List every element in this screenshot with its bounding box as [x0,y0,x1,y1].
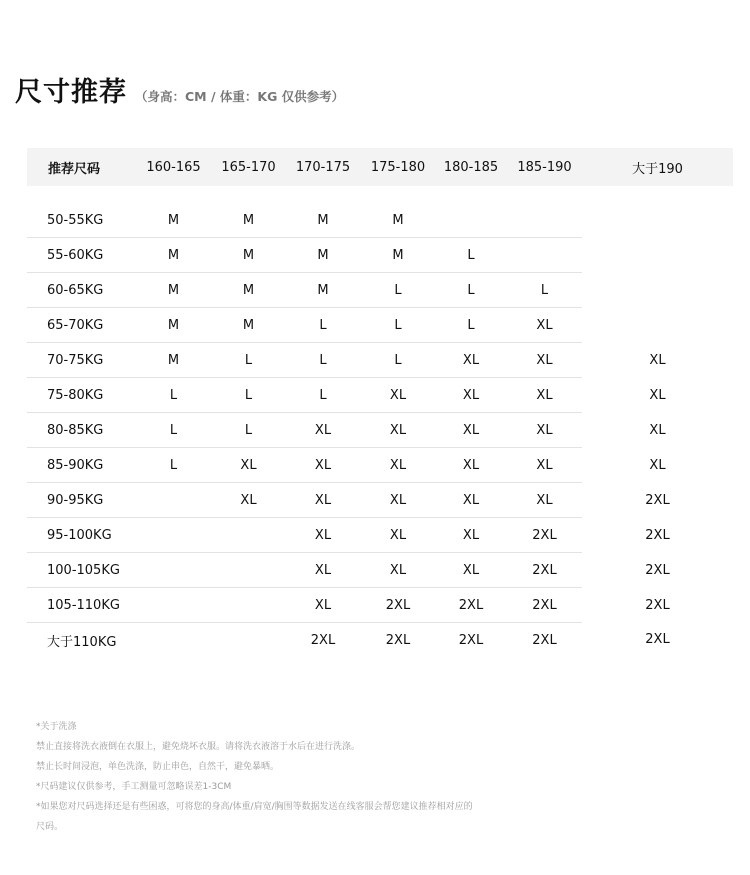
size-cell [507,238,582,273]
size-cell: 2XL [645,632,670,648]
header-height-1: 160-165 [135,148,212,186]
size-cell: XL [285,553,361,588]
size-cell [135,623,212,658]
size-chart-table [27,148,733,657]
size-cell [135,588,212,623]
size-cell [135,553,212,588]
size-cell [582,238,733,273]
size-cell: 2XL [645,527,670,543]
size-cell: 2XL [361,588,435,623]
page-subtitle: （身高：CM / 体重：KG 仅供参考） [135,89,345,104]
weight-cell: 90-95KG [27,483,135,518]
header-height-5: 180-185 [435,148,507,186]
size-cell: XL [649,422,666,438]
size-cell: XL [361,553,435,588]
table-header-row [27,148,733,186]
size-cell: 2XL [385,632,411,648]
size-cell [582,273,733,308]
size-cell: XL [285,588,361,623]
size-cell: XL [361,518,435,553]
size-cell: XL [507,308,582,343]
size-cell: M [285,273,361,308]
size-cell: XL [435,343,507,378]
weight-cell: 75-80KG [27,378,135,413]
size-cell: XL [435,378,507,413]
note-line: 禁止长时间浸泡，单色洗涤，防止串色，自然干，避免暴晒。 [36,762,280,772]
size-cell: 2XL [645,492,670,508]
note-line: *如果您对尺码选择还是有些困惑，可将您的身高/体重/肩宽/胸围等数据发送在线客服会帮您建议推荐相对应的 [36,802,473,812]
size-cell: L [435,273,507,308]
weight-cell: 85-90KG [27,448,135,483]
size-cell: XL [285,448,361,483]
note-line: 禁止直接将洗衣液倒在衣服上，避免烧坏衣服。请将洗衣液溶于水后在进行洗涤。 [36,742,361,752]
header-height-2: 165-170 [212,148,285,186]
size-cell [212,588,285,623]
size-cell [212,553,285,588]
note-line: *尺码建议仅供参考，手工测量可忽略误差1-3CM [36,782,232,792]
size-cell: XL [361,413,435,448]
note-line: *关于洗涤 [36,722,77,732]
size-cell: XL [649,457,666,473]
size-cell: XL [361,378,435,413]
size-cell: 2XL [458,632,484,648]
weight-cell: 100-105KG [27,553,135,588]
size-cell: L [285,378,361,413]
size-cell: XL [212,448,285,483]
table-row [27,448,733,483]
size-cell: L [212,378,285,413]
size-cell: 2XL [435,588,507,623]
weight-cell: 80-85KG [27,413,135,448]
weight-cell: 50-55KG [27,203,135,238]
weight-cell: 65-70KG [27,308,135,343]
table-row [27,413,733,448]
size-cell: L [361,343,435,378]
size-cell: M [135,238,212,273]
size-cell: XL [435,553,507,588]
size-cell: XL [507,483,582,518]
size-cell: XL [285,518,361,553]
care-notes [36,723,473,833]
table-row [27,238,733,273]
size-cell: L [135,378,212,413]
size-cell [507,203,582,238]
table-body [27,186,733,657]
table-row [27,343,733,378]
table-row [27,308,733,343]
table-row [27,588,733,623]
table-row [27,623,733,658]
size-cell: XL [285,413,361,448]
page-title: 尺寸推荐 [15,77,127,108]
table-row [27,378,733,413]
weight-cell: 95-100KG [27,518,135,553]
size-cell: M [135,343,212,378]
weight-cell: 105-110KG [27,588,135,623]
title-area [15,70,344,109]
spacer-cell [27,186,733,203]
size-cell: L [285,343,361,378]
size-cell: L [135,413,212,448]
size-cell: XL [507,343,582,378]
size-cell: M [212,308,285,343]
size-cell: L [435,308,507,343]
size-cell: M [135,308,212,343]
size-cell: M [212,238,285,273]
size-cell: 2XL [532,632,557,648]
size-cell [212,518,285,553]
size-cell: L [212,343,285,378]
size-cell: XL [507,378,582,413]
size-cell: 2XL [507,588,582,623]
size-cell [135,518,212,553]
table-row [27,553,733,588]
note-line: 尺码。 [36,822,64,832]
size-cell: XL [361,448,435,483]
size-cell: L [507,273,582,308]
size-cell: M [361,238,435,273]
size-cell: XL [212,483,285,518]
size-cell: XL [435,448,507,483]
size-cell: 2XL [310,632,336,648]
size-cell: XL [361,483,435,518]
size-cell: XL [435,518,507,553]
table-row [27,273,733,308]
header-height-6: 185-190 [507,148,582,186]
weight-cell: 70-75KG [27,343,135,378]
size-cell: L [135,448,212,483]
size-cell [212,623,285,658]
size-cell: L [361,273,435,308]
table-row [27,203,733,238]
table-row [27,483,733,518]
weight-cell: 大于110KG [47,634,117,650]
header-height-3: 170-175 [285,148,361,186]
size-cell: L [212,413,285,448]
size-cell: 2XL [507,518,582,553]
size-cell: XL [507,413,582,448]
size-cell: XL [649,387,666,403]
header-recommended-size: 推荐尺码 [27,148,135,186]
size-cell: M [285,203,361,238]
weight-cell: 55-60KG [27,238,135,273]
size-cell: 2XL [645,562,670,578]
size-cell: XL [649,352,666,368]
size-cell [435,203,507,238]
size-cell: XL [435,413,507,448]
size-cell: L [435,238,507,273]
size-cell [135,483,212,518]
size-cell: M [135,203,212,238]
size-cell: 2XL [507,553,582,588]
size-cell: L [285,308,361,343]
size-cell: M [361,203,435,238]
size-cell: L [361,308,435,343]
header-height-7: 大于190 [582,148,733,186]
size-cell: M [212,273,285,308]
size-cell: XL [285,483,361,518]
size-cell [582,203,733,238]
size-cell: XL [435,483,507,518]
size-cell: XL [507,448,582,483]
table-spacer [27,186,733,203]
size-cell: M [135,273,212,308]
size-cell [582,308,733,343]
size-cell: M [212,203,285,238]
table-row [27,518,733,553]
weight-cell: 60-65KG [27,273,135,308]
size-cell: 2XL [645,597,670,613]
header-height-4: 175-180 [361,148,435,186]
size-cell: M [285,238,361,273]
